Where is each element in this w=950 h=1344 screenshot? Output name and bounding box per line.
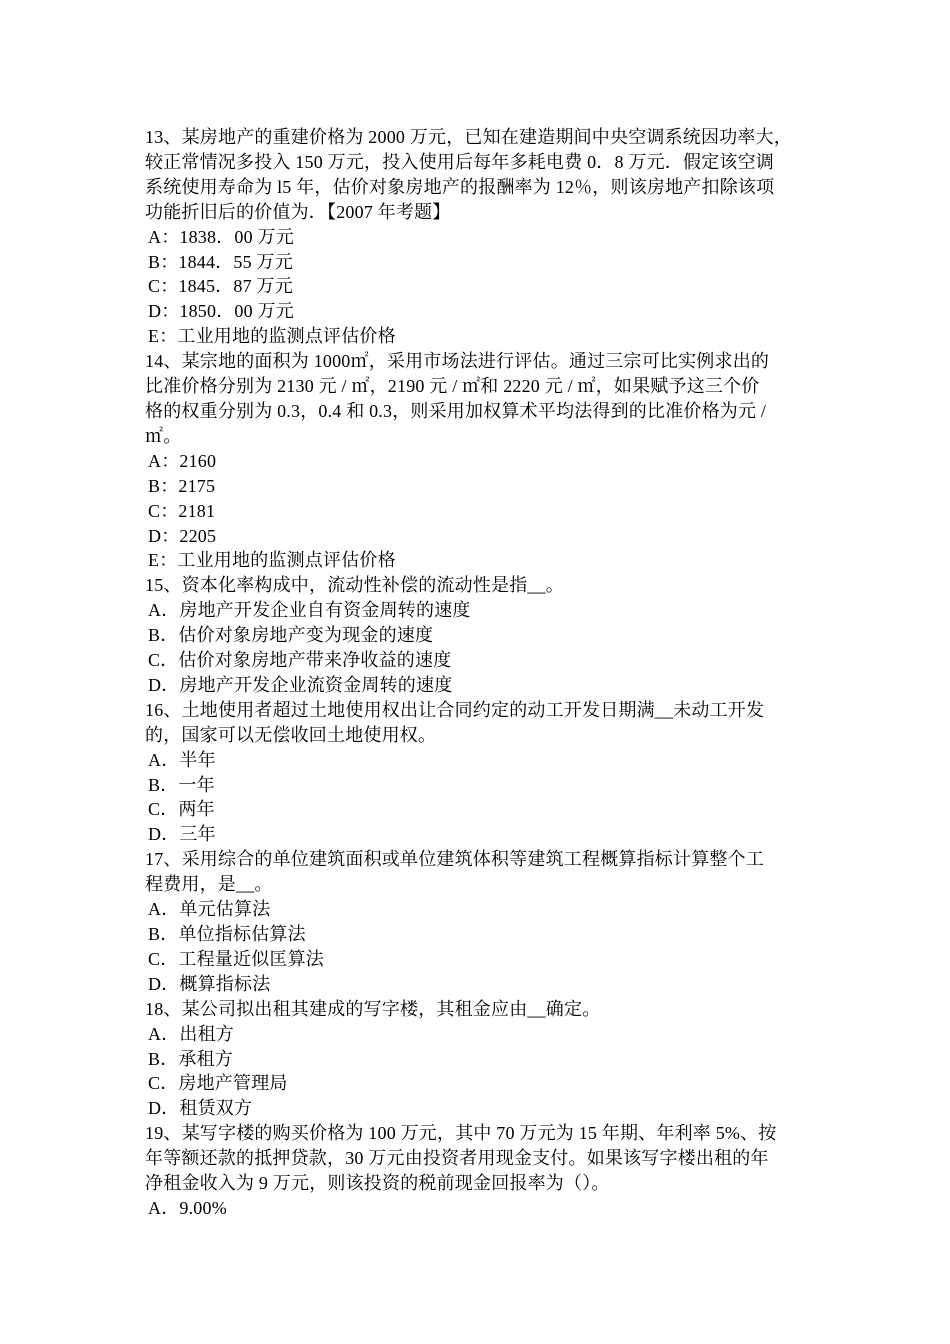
- option-d: D：2205: [148, 525, 217, 546]
- option-e: E：工业用地的监测点评估价格: [148, 326, 396, 347]
- question-14: [145, 349, 815, 573]
- option-b: B．一年: [148, 774, 215, 795]
- option-d: D．三年: [148, 824, 216, 845]
- option-a: A：2160: [148, 450, 217, 471]
- option-e: E：工业用地的监测点评估价格: [148, 550, 396, 571]
- question-text-line: 18、某公司拟出租其建成的写字楼，其租金应由__确定。: [145, 998, 601, 1019]
- option-a: A：1838．00 万元: [148, 226, 294, 247]
- question-text-line: 比准价格分别为 2130 元 / ㎡，2190 元 / ㎡和 2220 元 / ㎡，如果赋予这三个价: [145, 376, 760, 397]
- question-19: [145, 1121, 815, 1221]
- option-a: A．出租方: [148, 1023, 234, 1044]
- question-text-line: 系统使用寿命为 l5 年，估价对象房地产的报酬率为 12％，则该房地产扣除该项: [145, 176, 775, 197]
- option-d: D．房地产开发企业流资金周转的速度: [148, 674, 453, 695]
- question-text-line: 年等额还款的抵押贷款，30 万元由投资者用现金支付。如果该写字楼出租的年: [145, 1148, 769, 1169]
- question-text-line: 的，国家可以无偿收回土地使用权。: [145, 724, 437, 745]
- question-18: [145, 997, 815, 1122]
- option-a: A．半年: [148, 749, 216, 770]
- question-17: [145, 847, 815, 996]
- option-c: C．两年: [148, 799, 215, 820]
- option-d: D：1850．00 万元: [148, 301, 294, 322]
- option-a: A．房地产开发企业自有资金周转的速度: [148, 600, 471, 621]
- option-b: B：1844．55 万元: [148, 251, 293, 272]
- option-d: D．租赁双方: [148, 1098, 253, 1119]
- question-text-line: 14、某宗地的面积为 1000㎡，采用市场法进行评估。通过三宗可比实例求出的: [145, 351, 770, 372]
- option-b: B．单位指标估算法: [148, 924, 306, 944]
- question-text-line: 程费用，是__。: [145, 874, 273, 895]
- question-16: [145, 698, 815, 847]
- question-15: [145, 573, 815, 698]
- option-b: B．估价对象房地产变为现金的速度: [148, 625, 434, 646]
- question-text-line: 19、某写字楼的购买价格为 100 万元，其中 70 万元为 15 年期、年利率 5%、按: [145, 1123, 777, 1144]
- option-c: C．估价对象房地产带来净收益的速度: [148, 650, 452, 671]
- option-c: C．房地产管理局: [148, 1073, 288, 1094]
- option-c: C：2181: [148, 500, 216, 521]
- option-a: A．单元估算法: [148, 899, 271, 920]
- question-text-line: 15、资本化率构成中，流动性补偿的流动性是指__。: [145, 575, 564, 596]
- option-b: B：2175: [148, 475, 216, 496]
- question-text-line: 13、某房地产的重建价格为 2000 万元，已知在建造期间中央空调系统因功率大，: [145, 127, 792, 147]
- question-text-line: 较正常情况多投入 150 万元，投入使用后每年多耗电费 0．8 万元．假定该空调: [145, 151, 774, 172]
- question-text-line: 17、采用综合的单位建筑面积或单位建筑体积等建筑工程概算指标计算整个工: [145, 849, 764, 870]
- option-b: B．承租方: [148, 1048, 234, 1069]
- option-c: C：1845．87 万元: [148, 276, 293, 297]
- question-text-line: 功能折旧后的价值为．【2007 年考题】: [145, 201, 451, 222]
- question-text-line: ㎡。: [145, 425, 182, 446]
- option-c: C．工程量近似匡算法: [148, 948, 325, 969]
- question-text-line: 净租金收入为 9 万元，则该投资的税前现金回报率为（）。: [145, 1173, 610, 1194]
- question-text-line: 16、土地使用者超过土地使用权出让合同约定的动工开发日期满__未动工开发: [145, 699, 765, 720]
- question-text-line: 格的权重分别为 0.3，0.4 和 0.3，则采用加权算术平均法得到的比准价格为元 /: [145, 400, 767, 421]
- option-a: A．9.00%: [148, 1197, 227, 1218]
- question-13: [145, 125, 815, 349]
- option-d: D．概算指标法: [148, 973, 271, 994]
